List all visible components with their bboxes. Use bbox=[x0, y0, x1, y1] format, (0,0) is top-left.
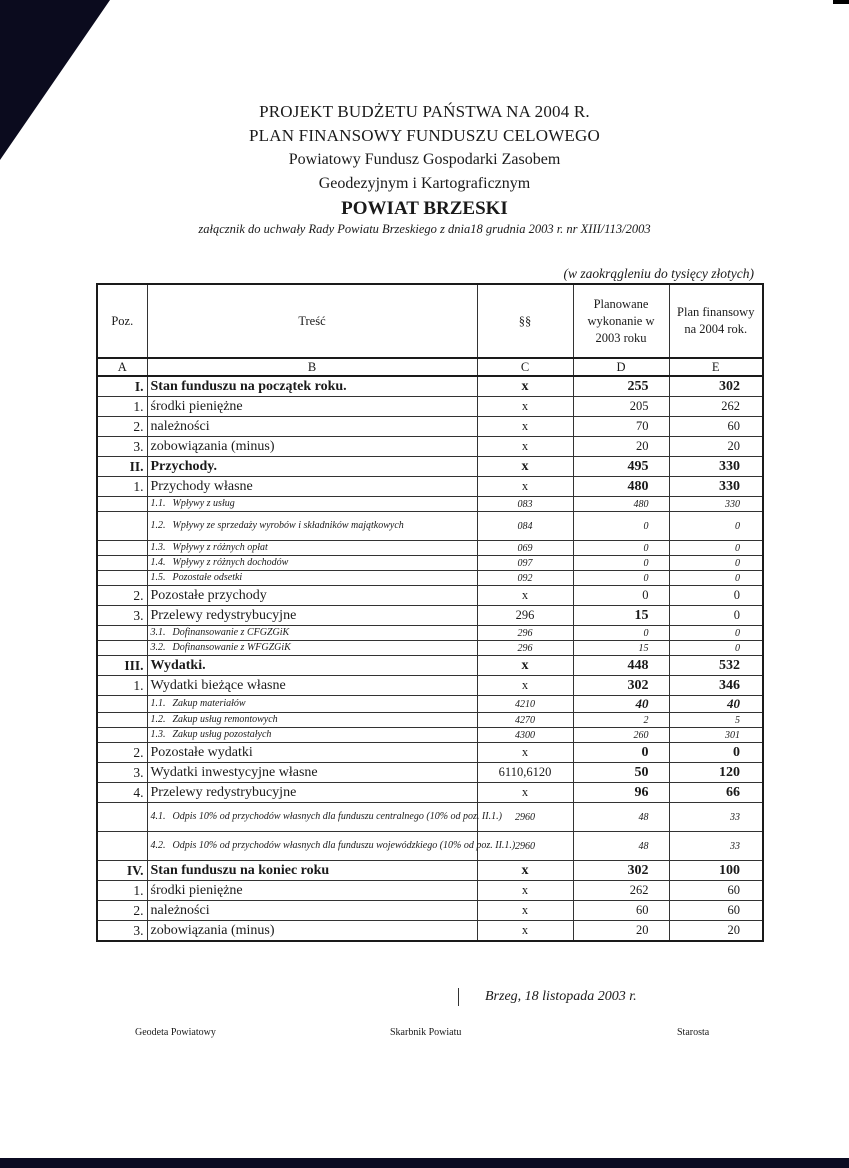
table-row bbox=[97, 783, 763, 803]
cell-plan-2004: 0 bbox=[669, 586, 763, 606]
cell-plan-2004: 33 bbox=[669, 832, 763, 861]
cell-wykonanie-2003: 302 bbox=[573, 861, 669, 881]
cell-plan-2004: 532 bbox=[669, 656, 763, 676]
cell-paragraf: x bbox=[477, 656, 573, 676]
table-row bbox=[97, 696, 763, 713]
subitem-number: 1.3. bbox=[150, 542, 166, 553]
cell-paragraf: x bbox=[477, 437, 573, 457]
table-row bbox=[97, 512, 763, 541]
header-wykonanie-2003: Planowane wykonanie w 2003 roku bbox=[573, 284, 669, 358]
cell-tresc: zobowiązania (minus) bbox=[147, 437, 477, 457]
cell-wykonanie-2003: 96 bbox=[573, 783, 669, 803]
cell-paragraf: x bbox=[477, 861, 573, 881]
doc-title-line4: Geodezyjnym i Kartograficznym bbox=[318, 175, 531, 192]
subitem-number: 1.2. bbox=[150, 714, 166, 725]
cell-wykonanie-2003: 15 bbox=[573, 641, 669, 656]
cell-plan-2004: 0 bbox=[669, 571, 763, 586]
subitem-label: Wpływy z różnych dochodów bbox=[172, 557, 289, 568]
cell-plan-2004: 20 bbox=[669, 437, 763, 457]
table-row bbox=[97, 437, 763, 457]
cell-wykonanie-2003: 262 bbox=[573, 881, 669, 901]
subitem-label: Zakup usług pozostałych bbox=[172, 729, 272, 740]
subitem-number: 3.2. bbox=[150, 642, 166, 653]
cell-tresc: Wydatki inwestycyjne własne bbox=[147, 763, 477, 783]
table-row bbox=[97, 921, 763, 942]
table-row bbox=[97, 417, 763, 437]
cell-wykonanie-2003: 15 bbox=[573, 606, 669, 626]
table-section-row bbox=[97, 656, 763, 676]
cell-plan-2004: 0 bbox=[669, 512, 763, 541]
cell-paragraf: 083 bbox=[477, 497, 573, 512]
cell-wykonanie-2003: 50 bbox=[573, 763, 669, 783]
subitem-number: 1.1. bbox=[150, 498, 166, 509]
cell-poz bbox=[97, 626, 147, 641]
cell-plan-2004: 40 bbox=[669, 696, 763, 713]
table-row bbox=[97, 743, 763, 763]
table-row bbox=[97, 497, 763, 512]
table-row bbox=[97, 763, 763, 783]
cell-tresc: Wydatki bieżące własne bbox=[147, 676, 477, 696]
cell-paragraf: x bbox=[477, 743, 573, 763]
header-poz: Poz. bbox=[97, 284, 147, 358]
table-row bbox=[97, 881, 763, 901]
cell-tresc bbox=[147, 497, 477, 512]
table-row bbox=[97, 641, 763, 656]
subitem-label: Dofinansowanie z CFGZGiK bbox=[172, 627, 290, 638]
cell-tresc bbox=[147, 556, 477, 571]
subitem-label: Wpływy ze sprzedaży wyrobów i składników majątkowych bbox=[172, 520, 404, 531]
column-letters-row bbox=[97, 358, 763, 376]
cell-tresc bbox=[147, 541, 477, 556]
cell-wykonanie-2003: 60 bbox=[573, 901, 669, 921]
table-header-row bbox=[97, 284, 763, 358]
doc-subtitle: załącznik do uchwały Rady Powiatu Brzeskiego z dnia18 grudnia 2003 r. nr XIII/113/2003 bbox=[198, 222, 651, 236]
cell-poz: 4. bbox=[97, 783, 147, 803]
cell-paragraf: x bbox=[477, 676, 573, 696]
cell-poz: 3. bbox=[97, 606, 147, 626]
cell-plan-2004: 301 bbox=[669, 728, 763, 743]
cell-paragraf: 084 bbox=[477, 512, 573, 541]
cell-plan-2004: 330 bbox=[669, 497, 763, 512]
subitem-number: 4.1. bbox=[150, 811, 166, 822]
letter-a: A bbox=[97, 358, 147, 376]
table-row bbox=[97, 832, 763, 861]
cell-wykonanie-2003: 260 bbox=[573, 728, 669, 743]
table-section-row bbox=[97, 861, 763, 881]
cell-poz: 1. bbox=[97, 676, 147, 696]
cell-poz: 2. bbox=[97, 417, 147, 437]
cell-plan-2004: 66 bbox=[669, 783, 763, 803]
subitem-label: Zakup usług remontowych bbox=[172, 714, 278, 725]
cell-poz: 2. bbox=[97, 901, 147, 921]
table-row bbox=[97, 571, 763, 586]
table-row bbox=[97, 586, 763, 606]
cell-tresc bbox=[147, 832, 516, 861]
signature-starosta: Starosta bbox=[677, 1027, 710, 1038]
subitem-number: 3.1. bbox=[150, 627, 166, 638]
cell-wykonanie-2003: 0 bbox=[573, 743, 669, 763]
cell-tresc bbox=[147, 696, 477, 713]
cell-plan-2004: 330 bbox=[669, 477, 763, 497]
subitem-number: 1.5. bbox=[150, 572, 166, 583]
header-plan-2004: Plan finansowy na 2004 rok. bbox=[669, 284, 763, 358]
table-row bbox=[97, 626, 763, 641]
cell-paragraf: 2960 bbox=[477, 803, 573, 832]
cell-poz bbox=[97, 803, 147, 832]
scan-edge-bottom bbox=[0, 1158, 849, 1168]
cell-wykonanie-2003: 48 bbox=[573, 803, 669, 832]
cell-plan-2004: 60 bbox=[669, 881, 763, 901]
cell-poz: 3. bbox=[97, 921, 147, 942]
cell-paragraf: 2960 bbox=[477, 832, 573, 861]
cell-wykonanie-2003: 40 bbox=[573, 696, 669, 713]
cell-poz: 3. bbox=[97, 437, 147, 457]
cell-poz bbox=[97, 571, 147, 586]
cell-tresc: Wydatki. bbox=[147, 656, 477, 676]
cell-paragraf: x bbox=[477, 586, 573, 606]
cell-poz bbox=[97, 696, 147, 713]
cell-paragraf: 069 bbox=[477, 541, 573, 556]
cell-wykonanie-2003: 0 bbox=[573, 586, 669, 606]
cell-plan-2004: 262 bbox=[669, 397, 763, 417]
subitem-number: 1.4. bbox=[150, 557, 166, 568]
cell-poz: 2. bbox=[97, 743, 147, 763]
cell-paragraf: x bbox=[477, 881, 573, 901]
cell-poz bbox=[97, 556, 147, 571]
subitem-number: 1.3. bbox=[150, 729, 166, 740]
doc-title-powiat: POWIAT BRZESKI bbox=[341, 198, 508, 219]
cell-wykonanie-2003: 70 bbox=[573, 417, 669, 437]
cell-plan-2004: 0 bbox=[669, 743, 763, 763]
subitem-label: Wpływy z usług bbox=[172, 498, 235, 509]
cell-plan-2004: 0 bbox=[669, 641, 763, 656]
cell-wykonanie-2003: 0 bbox=[573, 571, 669, 586]
cell-plan-2004: 100 bbox=[669, 861, 763, 881]
cell-wykonanie-2003: 48 bbox=[573, 832, 669, 861]
header-paragraf: §§ bbox=[477, 284, 573, 358]
cell-poz bbox=[97, 641, 147, 656]
cell-tresc: Przychody. bbox=[147, 457, 477, 477]
letter-c: C bbox=[477, 358, 573, 376]
cell-paragraf: x bbox=[477, 397, 573, 417]
cell-paragraf: x bbox=[477, 457, 573, 477]
cell-poz: IV. bbox=[97, 861, 147, 881]
table-row bbox=[97, 477, 763, 497]
cell-wykonanie-2003: 0 bbox=[573, 556, 669, 571]
cell-poz: II. bbox=[97, 457, 147, 477]
cell-poz bbox=[97, 512, 147, 541]
cell-poz: 1. bbox=[97, 881, 147, 901]
table-row bbox=[97, 541, 763, 556]
subitem-label: Wpływy z różnych opłat bbox=[172, 542, 268, 553]
table-row bbox=[97, 556, 763, 571]
cell-paragraf: 6110,6120 bbox=[477, 763, 573, 783]
cell-wykonanie-2003: 0 bbox=[573, 512, 669, 541]
subitem-number: 4.2. bbox=[150, 840, 166, 851]
cell-tresc bbox=[147, 626, 477, 641]
cell-paragraf: 296 bbox=[477, 641, 573, 656]
header-tresc: Treść bbox=[147, 284, 477, 358]
cell-tresc: Stan funduszu na początek roku. bbox=[147, 376, 477, 397]
cell-tresc: Przelewy redystrybucyjne bbox=[147, 783, 477, 803]
table-section-row bbox=[97, 457, 763, 477]
cell-paragraf: x bbox=[477, 376, 573, 397]
cell-tresc bbox=[147, 728, 477, 743]
cell-paragraf: x bbox=[477, 417, 573, 437]
scan-edge-top-right bbox=[833, 0, 849, 4]
budget-table bbox=[96, 283, 764, 942]
cell-plan-2004: 120 bbox=[669, 763, 763, 783]
cell-paragraf: x bbox=[477, 783, 573, 803]
cell-tresc bbox=[147, 803, 502, 832]
table-row bbox=[97, 901, 763, 921]
cell-plan-2004: 302 bbox=[669, 376, 763, 397]
cell-tresc: Pozostałe wydatki bbox=[147, 743, 477, 763]
cell-tresc bbox=[147, 713, 477, 728]
cell-tresc bbox=[147, 571, 477, 586]
cell-paragraf: 092 bbox=[477, 571, 573, 586]
subitem-label: Dofinansowanie z WFGZGiK bbox=[172, 642, 291, 653]
cell-tresc: Przychody własne bbox=[147, 477, 477, 497]
doc-title-line1: PROJEKT BUDŻETU PAŃSTWA NA 2004 R. bbox=[259, 102, 590, 121]
cell-poz: 3. bbox=[97, 763, 147, 783]
cell-wykonanie-2003: 0 bbox=[573, 541, 669, 556]
cell-wykonanie-2003: 448 bbox=[573, 656, 669, 676]
doc-title-line2: PLAN FINANSOWY FUNDUSZU CELOWEGO bbox=[249, 126, 600, 145]
cell-tresc: Pozostałe przychody bbox=[147, 586, 477, 606]
cell-tresc: Stan funduszu na koniec roku bbox=[147, 861, 477, 881]
cell-tresc: należności bbox=[147, 417, 477, 437]
cell-plan-2004: 0 bbox=[669, 606, 763, 626]
cell-tresc bbox=[147, 512, 477, 541]
scan-corner-shadow bbox=[0, 0, 110, 160]
cell-paragraf: 4300 bbox=[477, 728, 573, 743]
unit-note: (w zaokrągleniu do tysięcy złotych) bbox=[563, 266, 754, 281]
doc-title-line3: Powiatowy Fundusz Gospodarki Zasobem bbox=[288, 151, 561, 168]
cell-poz bbox=[97, 541, 147, 556]
cell-paragraf: 097 bbox=[477, 556, 573, 571]
letter-d: D bbox=[573, 358, 669, 376]
cell-wykonanie-2003: 480 bbox=[573, 497, 669, 512]
subitem-label: Odpis 10% od przychodów własnych dla funduszu wojewódzkiego (10% od poz. II.1.) bbox=[172, 840, 516, 851]
cell-plan-2004: 346 bbox=[669, 676, 763, 696]
cell-plan-2004: 60 bbox=[669, 901, 763, 921]
cell-poz: 1. bbox=[97, 397, 147, 417]
cell-paragraf: 296 bbox=[477, 606, 573, 626]
table-section-row bbox=[97, 376, 763, 397]
table-row bbox=[97, 397, 763, 417]
subitem-number: 1.1. bbox=[150, 698, 166, 709]
cell-poz: I. bbox=[97, 376, 147, 397]
cell-paragraf: 4270 bbox=[477, 713, 573, 728]
cell-paragraf: x bbox=[477, 901, 573, 921]
cell-plan-2004: 5 bbox=[669, 713, 763, 728]
cell-tresc bbox=[147, 641, 477, 656]
cell-paragraf: 296 bbox=[477, 626, 573, 641]
cell-paragraf: 4210 bbox=[477, 696, 573, 713]
subitem-label: Odpis 10% od przychodów własnych dla funduszu centralnego (10% od poz. II.1.) bbox=[172, 811, 502, 822]
cell-paragraf: x bbox=[477, 921, 573, 942]
cell-plan-2004: 330 bbox=[669, 457, 763, 477]
cell-plan-2004: 60 bbox=[669, 417, 763, 437]
cell-poz bbox=[97, 832, 147, 861]
cell-poz: 2. bbox=[97, 586, 147, 606]
cell-wykonanie-2003: 302 bbox=[573, 676, 669, 696]
cell-poz bbox=[97, 728, 147, 743]
table-row bbox=[97, 606, 763, 626]
cell-wykonanie-2003: 480 bbox=[573, 477, 669, 497]
cell-tresc: środki pieniężne bbox=[147, 397, 477, 417]
cell-wykonanie-2003: 495 bbox=[573, 457, 669, 477]
table-row bbox=[97, 803, 763, 832]
subitem-label: Zakup materiałów bbox=[172, 698, 246, 709]
cell-poz: III. bbox=[97, 656, 147, 676]
cell-plan-2004: 0 bbox=[669, 556, 763, 571]
table-row bbox=[97, 676, 763, 696]
cell-plan-2004: 33 bbox=[669, 803, 763, 832]
signature-geodeta: Geodeta Powiatowy bbox=[135, 1027, 216, 1038]
cell-poz bbox=[97, 713, 147, 728]
cell-poz bbox=[97, 497, 147, 512]
letter-e: E bbox=[669, 358, 763, 376]
cell-tresc: należności bbox=[147, 901, 477, 921]
cell-plan-2004: 0 bbox=[669, 626, 763, 641]
subitem-label: Pozostałe odsetki bbox=[172, 572, 243, 583]
cell-wykonanie-2003: 0 bbox=[573, 626, 669, 641]
cell-tresc: zobowiązania (minus) bbox=[147, 921, 477, 942]
place-date: Brzeg, 18 listopada 2003 r. bbox=[458, 988, 637, 1006]
table-row bbox=[97, 713, 763, 728]
cell-wykonanie-2003: 20 bbox=[573, 921, 669, 942]
cell-plan-2004: 20 bbox=[669, 921, 763, 942]
cell-paragraf: x bbox=[477, 477, 573, 497]
cell-wykonanie-2003: 205 bbox=[573, 397, 669, 417]
cell-plan-2004: 0 bbox=[669, 541, 763, 556]
letter-b: B bbox=[147, 358, 477, 376]
table-row bbox=[97, 728, 763, 743]
cell-tresc: Przelewy redystrybucyjne bbox=[147, 606, 477, 626]
cell-wykonanie-2003: 255 bbox=[573, 376, 669, 397]
cell-wykonanie-2003: 20 bbox=[573, 437, 669, 457]
signature-skarbnik: Skarbnik Powiatu bbox=[390, 1027, 462, 1038]
cell-wykonanie-2003: 2 bbox=[573, 713, 669, 728]
cell-tresc: środki pieniężne bbox=[147, 881, 477, 901]
cell-poz: 1. bbox=[97, 477, 147, 497]
subitem-number: 1.2. bbox=[150, 520, 166, 531]
